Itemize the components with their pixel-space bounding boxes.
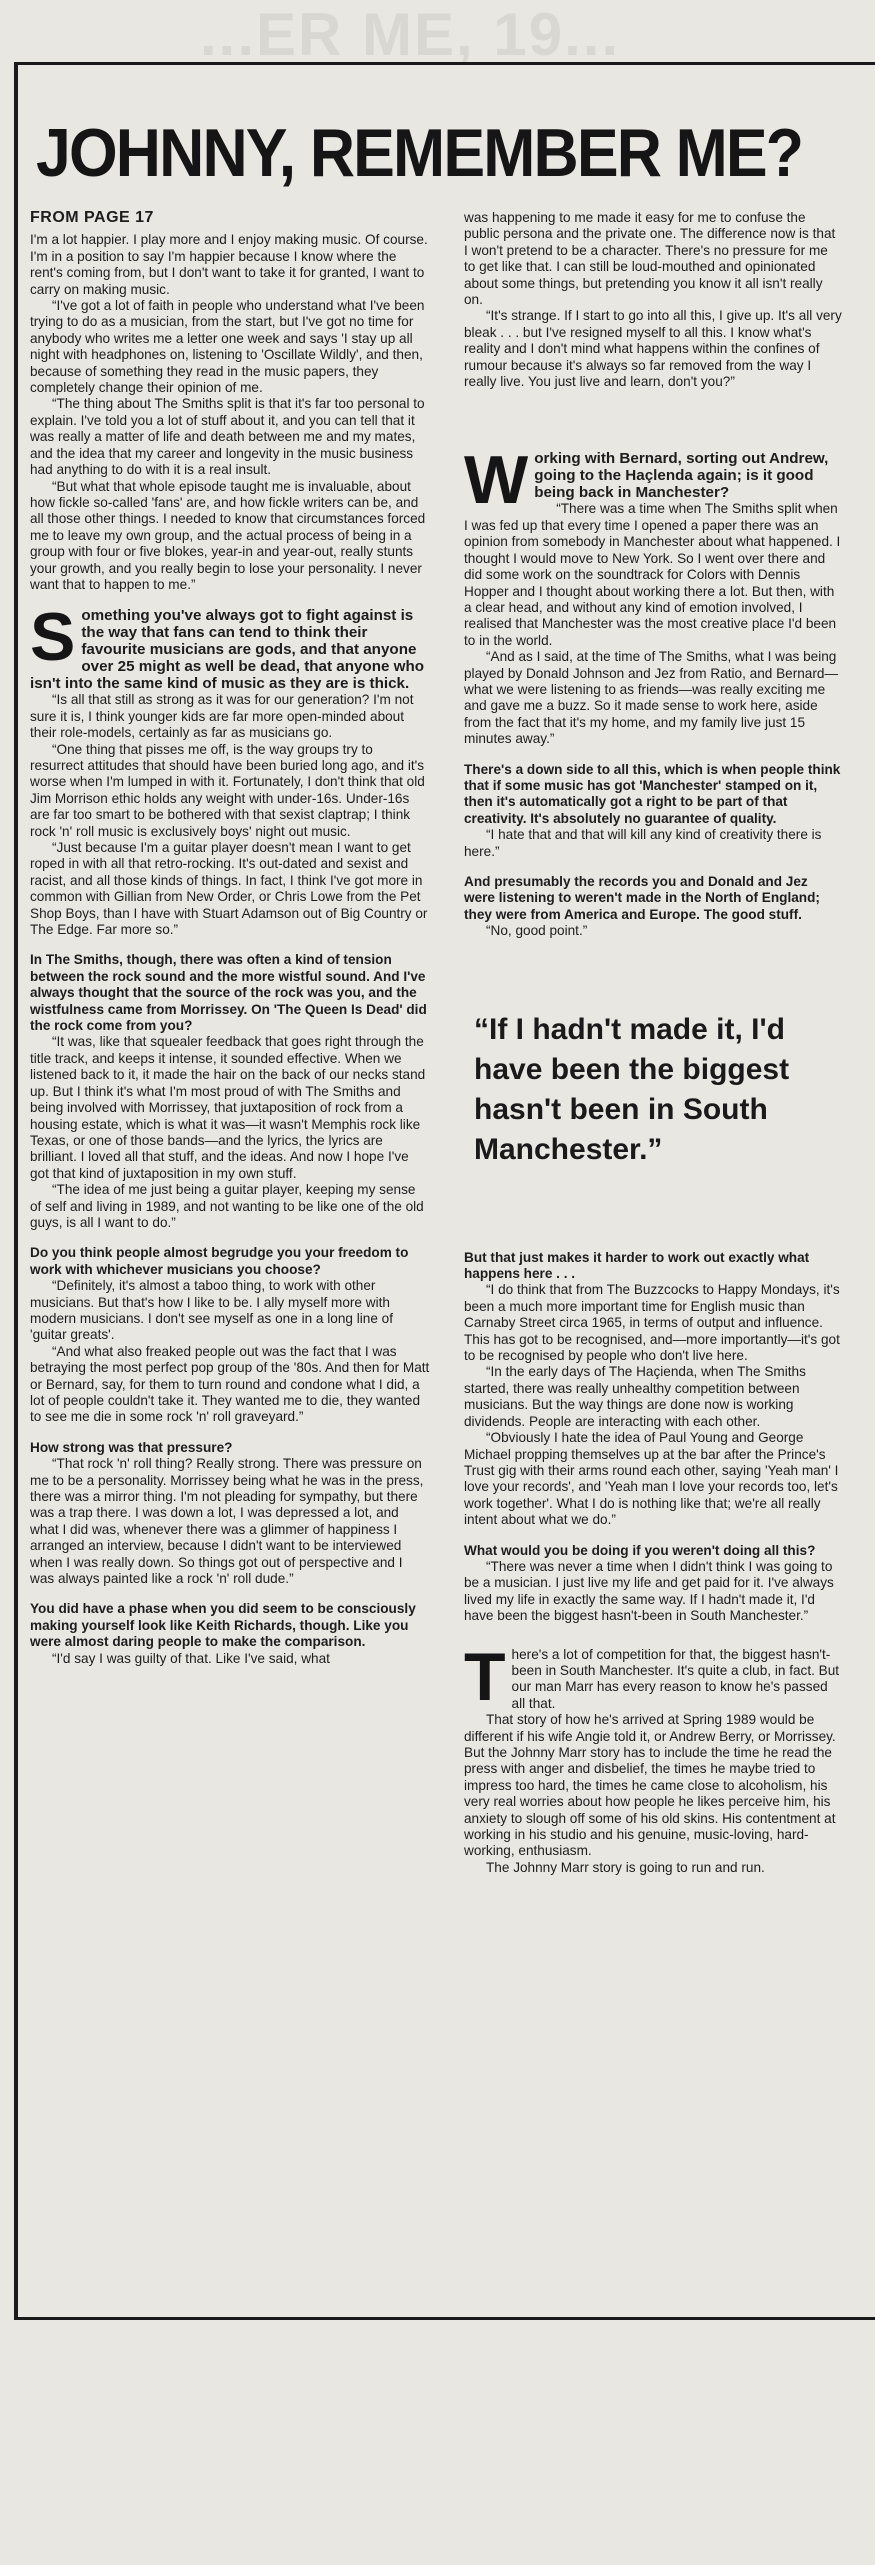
faded-background-headline: ...ER ME, 19... xyxy=(200,1,621,68)
interview-question: Do you think people almost begrudge you your freedom to work with whichever musicians you choose? xyxy=(30,1245,409,1277)
drop-cap: T xyxy=(464,1638,506,1715)
interview-question: In The Smiths, though, there was often a kind of tension between the rock sound and the more wistful sound. And I've always thought that the source of the rock was you, and the wistfulness came from Morrissey. On 'The Queen Is Dead' did the rock come from you? xyxy=(30,952,427,1034)
left-column xyxy=(30,210,430,1667)
answer-paragraph: “Definitely, it's almost a taboo thing, to work with other musicians. But that's how I like to be. I ally myself more with modern musicians. I don't see myself as one in a long line of 'guitar greats'. xyxy=(30,1278,394,1343)
answer-paragraph: “There was a time when The Smiths split when I was fed up that every time I opened a paper there was an opinion from somebody in Manchester about what happened. I thought I would move to New York. So I went over there and did some work on the soundtrack for Colors with Dennis Hopper and I thought about working there a lot. But then, with a clear head, and without any kind of emotion involved, I realised that Manchester was the most creative place I'd been to in the world. xyxy=(464,501,841,648)
answer-paragraph: “And as I said, at the time of The Smiths, what I was being played by Donald Johnson and Jez from Ratio, and Bernard—what we were listening to as friends—was really exciting me and gave me a buzz. So it made sense to work here, aside from the fact that it's my home, and my family live just 15 minutes away.” xyxy=(464,649,839,747)
question-text: orking with Bernard, sorting out Andrew, going to the Haçlenda again; is it good being back in Manchester? xyxy=(534,450,829,502)
interview-question: How strong was that pressure? xyxy=(30,1439,233,1455)
question-with-drop-cap xyxy=(30,599,430,693)
answer-paragraph: “No, good point.” xyxy=(486,923,588,939)
article-headline: JOHNNY, REMEMBER ME? xyxy=(36,115,803,191)
right-column xyxy=(464,210,842,1876)
answer-paragraph: “In the early days of The Haçienda, when The Smiths started, there was really unhealthy competition between musicians. But the way things are done now is working dividends. People are interacting with each other. xyxy=(464,1364,806,1429)
answer-paragraph: “I hate that and that will kill any kind of creativity there is here.” xyxy=(464,827,822,859)
body-paragraph: “The thing about The Smiths split is that it's far too personal to explain. I've told you a lot of stuff about it, and you can tell that it was really a matter of life and death between me and my mates, and the idea that my career and longevity in the music business had anything to do with it is a real insult. xyxy=(30,396,425,478)
body-paragraph: “But what that whole episode taught me is invaluable, about how fickle so-called 'fans' are, and how fickle writers can be, and all those other things. I needed to know that circumstances forced me to leave my own group, and the actual process of being in a group with four or five blokes, year-in and year-out, really stunts your growth, and you really begin to lose your personality. I never want that to happen to me.” xyxy=(30,478,426,592)
answer-paragraph: “Obviously I hate the idea of Paul Young and George Michael propping themselves up at the bar after the Prince's Trust gig with their arms round each other, saying 'Yeah man' I love your records', and 'Yeah man I love your records too, let's work together'. What I do is nothing like that; we're all really intent about what we do.” xyxy=(464,1430,839,1528)
answer-paragraph: “Just because I'm a guitar player doesn't mean I want to get roped in with all that retro-rocking. It's out-dated and sexist and racist, and all those kinds of things. In fact, I think I've got more in common with Gillian from New Order, or Chris Lowe from the Pet Shop Boys, than I have with Stuart Adamson out of Big Country or The Edge. Far more so.” xyxy=(30,840,428,938)
interview-question: You did have a phase when you did seem to be consciously making yourself look like Keith Richards, though. Like you were almost daring people to make the comparison. xyxy=(30,1601,416,1650)
drop-cap: W xyxy=(464,442,529,519)
body-paragraph: I'm a lot happier. I play more and I enjoy making music. Of course. I'm in a position to say I'm happier because I know where the rent's coming from, but I don't want to take it for granted, I want to carry on making music. xyxy=(30,232,428,297)
continued-from-label: FROM PAGE 17 xyxy=(30,209,154,226)
closing-paragraph: That story of how he's arrived at Spring 1989 would be different if his wife Angie told it, or Andrew Berry, or Morrissey. But the Johnny Marr story has to include the time he read the press with anger and disbelief, the times he maybe tried to impress too hard, the times he came close to alcoholism, his very real worries about how people he likes perceive him, his anxiety to slough off some of his old skins. His contentment at working in his studio and his genuine, music-loving, hard-working, enthusiasm. xyxy=(464,1712,836,1859)
body-paragraph: “I've got a lot of faith in people who understand what I've been trying to do as a musician, from the start, but I've got no time for anybody who writes me a letter one week and says 'I stay up all night with headphones on, listening to 'Oscillate Wildly', and then, because of something they read in the music papers, they completely change their opinion of me. xyxy=(30,298,425,396)
interview-question: And presumably the records you and Donald and Jez were listening to weren't made in the North of England; they were from America and Europe. The good stuff. xyxy=(464,874,820,922)
answer-paragraph: “It was, like that squealer feedback that goes right through the title track, and keeps it intense, it sounded effective. When we listened back to it, it made the hair on the back of our necks stand up. But I think it's what I'm most proud of with The Smiths and being involved with Morrissey, that juxtaposition of rock from a housing estate, which is what it was—it wasn't Memphis rock like Texas, or one of those bands—and the lyrics, the lyrics are brilliant. I loved all that stuff, and the ideas. And now I hope I've got that kind of juxtaposition in my own stuff. xyxy=(30,1034,426,1181)
pull-quote: “If I hadn't made it, I'd have been the biggest hasn't been in South Manchester.” xyxy=(474,1012,790,1166)
answer-paragraph: “The idea of me just being a guitar player, keeping my sense of self and living in 1989, and not wanting to be like one of the old guys, is all I want to do.” xyxy=(30,1182,424,1230)
question-text: omething you've always got to fight against is the way that fans can tend to think their favourite musicians are gods, and that anyone over 25 might as well be dead, that anyone who isn't into the same kind of music as they are is thick. xyxy=(30,607,425,693)
answer-paragraph: “I'd say I was guilty of that. Like I've said, what xyxy=(52,1650,330,1666)
answer-paragraph: “That rock 'n' roll thing? Really strong. There was pressure on me to be a personality. Morrissey being what he was in the press, there was a mirror thing. I'm not pleading for sympathy, but there was a trap there. I was down a lot, I was depressed a lot, and what I did was, whenever there was a glimmer of happiness I arranged an interview, because I didn't want to be interviewed when I was really down. So things got out of perspective and I was always painted like a rock 'n' roll dude.” xyxy=(30,1456,424,1587)
body-paragraph: was happening to me made it easy for me to confuse the public persona and the private one. The difference now is that I won't pretend to be a character. There's no pressure for me to get like that. I can still be loud-mouthed and opinionated about some things, but pretending you know it all isn't really on. xyxy=(464,210,836,308)
interview-question: What would you be doing if you weren't doing all this? xyxy=(464,1542,816,1558)
drop-cap: S xyxy=(30,599,76,676)
closing-paragraph-with-drop-cap xyxy=(464,1638,842,1715)
answer-paragraph: “One thing that pisses me off, is the way groups try to resurrect attitudes that should have been buried long ago, and it's worse when I'm lumped in with it. Fortunately, I don't think that old Jim Morrison ethic holds any weight with under-16s. Under-16s are far too smart to be bothered with that sexist claptrap; I think rock 'n' roll music is exclusively boys' night out music. xyxy=(30,741,425,839)
answer-paragraph: “There was never a time when I didn't think I was going to be a musician. I just live my life and get paid for it. I've always lived my life in exactly the same way. If I hadn't made it, I'd have been the biggest hasn't-been in South Manchester.” xyxy=(464,1558,834,1624)
closing-text: here's a lot of competition for that, the biggest hasn't-been in South Manchester. It's quite a club, in fact. But our man Marr has every reason to know he's passed all that. xyxy=(511,1646,840,1711)
interview-question: There's a down side to all this, which is when people think that if some music has got 'Manchester' stamped on it, then it's automatically got a right to be part of that creativity. It's absolutely no guarantee of quality. xyxy=(464,761,841,826)
question-with-drop-cap xyxy=(464,442,842,519)
answer-paragraph: “And what also freaked people out was the fact that I was betraying the most perfect pop group of the '80s. And then for Matt or Bernard, say, for them to turn round and condone what I did, a lot of people couldn't take it. They wanted me to die, they wanted to see me die in some rock 'n' roll graveyard.” xyxy=(30,1343,430,1425)
body-paragraph: “It's strange. If I start to go into all this, I give up. It's all very bleak . . . but I've resigned myself to all this. I know what's reality and I don't mind what happens within the confines of rumour because it's always so far removed from the way I really live. You just live and learn, don't you?” xyxy=(464,308,842,390)
answer-paragraph: “I do think that from The Buzzcocks to Happy Mondays, it's been a much more important time for English music than Carnaby Street circa 1965, in terms of output and influence. This has got to be recognised, and—more importantly—it's got to be recognised by people who don't live here. xyxy=(464,1282,840,1364)
interview-question: But that just makes it harder to work out exactly what happens here . . . xyxy=(464,1249,810,1282)
answer-paragraph: “Is all that still as strong as it was for our generation? I'm not sure it is, I think younger kids are far more open-minded about their role-models, certainly as far as musicians go. xyxy=(30,692,414,741)
closing-paragraph: The Johnny Marr story is going to run and run. xyxy=(486,1859,765,1875)
